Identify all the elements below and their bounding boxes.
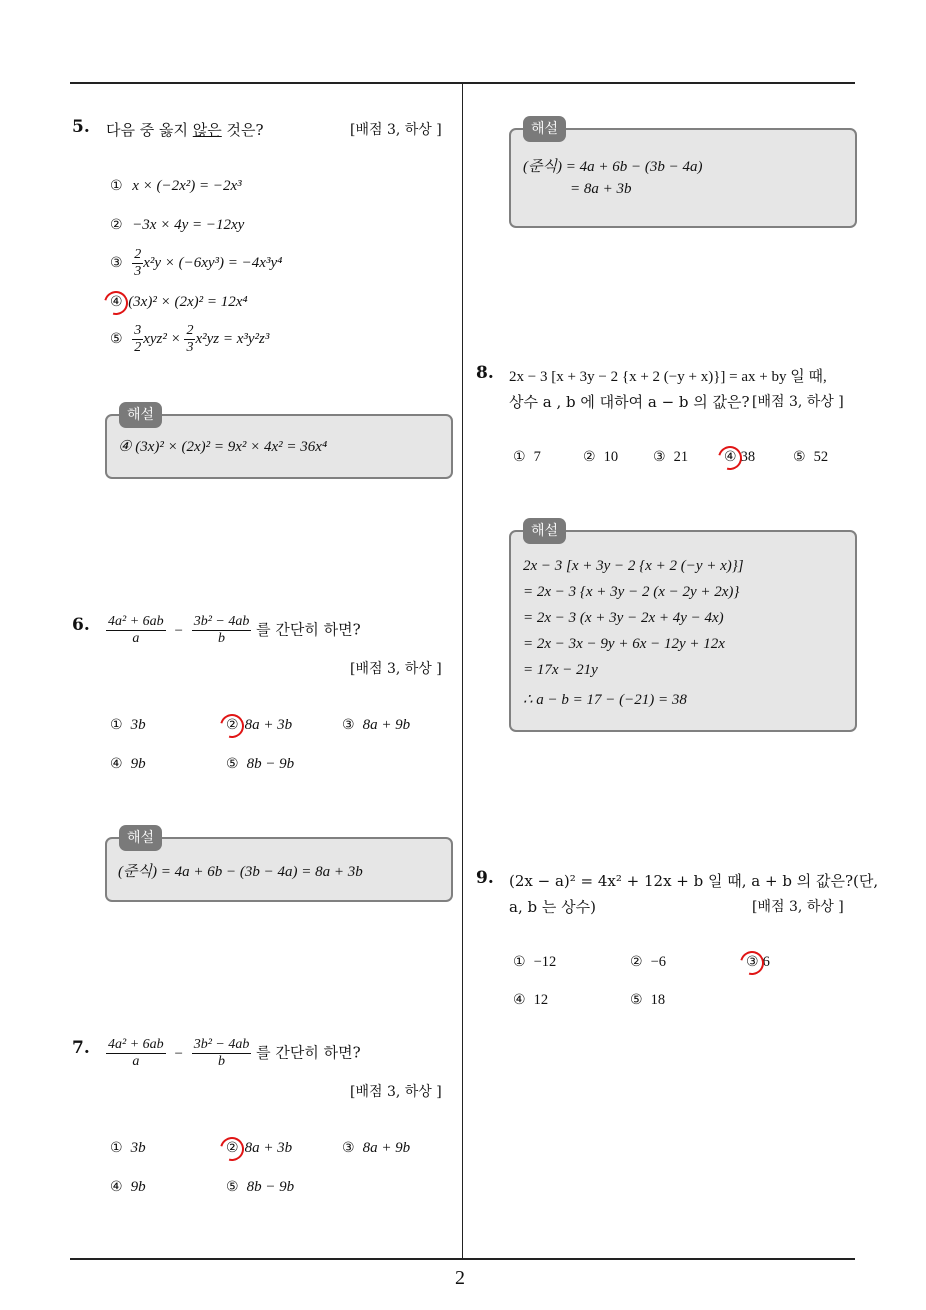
q6-option-4[interactable] bbox=[110, 756, 146, 773]
q8-solution-line-5: = 17x − 21y bbox=[523, 662, 598, 678]
q8-option-2[interactable] bbox=[583, 449, 618, 466]
q8-solution-line-1: 2x − 3 [x + 3y − 2 {x + 2 (−y + x)}] bbox=[523, 558, 744, 574]
q6-frac2-den: b bbox=[218, 631, 226, 647]
q9-option-4[interactable] bbox=[513, 992, 548, 1009]
q8-solution-line-4: = 2x − 3x − 9y + 6x − 12y + 12x bbox=[523, 636, 725, 652]
q7-frac2-num: 3b² − 4ab bbox=[192, 1037, 252, 1054]
q8-option-1-mark: ① bbox=[513, 449, 526, 465]
q5-number: 5. bbox=[72, 117, 90, 137]
q8-solution-line-2: = 2x − 3 {x + 3y − 2 (x − 2y + 2x)} bbox=[523, 584, 740, 600]
q6-option-1-expr: 3b bbox=[130, 717, 146, 733]
q5-option-1[interactable] bbox=[110, 178, 242, 195]
q9-option-4-mark: ④ bbox=[513, 992, 526, 1008]
q6-option-5[interactable] bbox=[226, 756, 294, 773]
q6-stem-text: 를 간단히 하면? bbox=[256, 620, 361, 639]
q8-line-1: 2x − 3 [x + 3y − 2 {x + 2 (−y + x)}] = ax + by 일 때, bbox=[509, 369, 827, 385]
q9-line-2: a, b 는 상수) bbox=[509, 898, 596, 916]
q9-line-1: (2x − a)² = 4x² + 12x + b 일 때, a + b 의 값은?(단, bbox=[509, 872, 879, 890]
q9-option-4-expr: 12 bbox=[533, 992, 549, 1008]
q6-option-5-expr: 8b − 9b bbox=[246, 756, 295, 772]
q8-option-2-mark: ② bbox=[583, 449, 596, 465]
q7-solution-box bbox=[509, 128, 857, 228]
q6-option-4-expr: 9b bbox=[130, 756, 146, 772]
q9-option-5[interactable] bbox=[630, 992, 665, 1009]
q5-option-3-frac-num: 2 bbox=[132, 247, 143, 264]
q6-option-4-mark: ④ bbox=[110, 756, 123, 772]
q5-stem-b: 것은? bbox=[221, 121, 264, 139]
q7-option-2-expr: 8a + 3b bbox=[244, 1140, 293, 1156]
q8-option-2-expr: 10 bbox=[603, 449, 619, 465]
q8-number: 8. bbox=[476, 363, 494, 383]
q8-option-5-expr: 52 bbox=[813, 449, 829, 465]
q5-option-3-frac-den: 3 bbox=[134, 264, 142, 280]
q8-option-5[interactable] bbox=[793, 449, 828, 466]
q5-option-3-mark: ③ bbox=[110, 254, 123, 271]
q5-option-4-mark: ④ bbox=[110, 294, 123, 310]
q8-option-4-expr: 38 bbox=[740, 449, 756, 465]
q7-option-3[interactable] bbox=[342, 1140, 410, 1157]
q7-minus: − bbox=[174, 1045, 183, 1062]
q7-option-5-expr: 8b − 9b bbox=[246, 1179, 295, 1195]
q5-answer-circle bbox=[100, 287, 133, 320]
q5-option-5-frac1 bbox=[132, 323, 143, 356]
q6-option-1-mark: ① bbox=[110, 717, 123, 733]
bottom-rule bbox=[70, 1258, 855, 1260]
q9-option-5-expr: 18 bbox=[650, 992, 666, 1008]
q9-option-3-expr: 6 bbox=[762, 954, 770, 970]
q6-option-2-expr: 8a + 3b bbox=[244, 717, 293, 733]
q5-option-5-frac1-num: 3 bbox=[132, 323, 143, 340]
q7-frac2 bbox=[192, 1037, 252, 1070]
q5-option-5[interactable] bbox=[110, 323, 269, 356]
q7-points: [배점 3, 하상 ] bbox=[350, 1084, 442, 1100]
q5-stem-underlined: 않은 bbox=[192, 121, 222, 139]
q6-frac1-den: a bbox=[132, 631, 140, 647]
q6-points: [배점 3, 하상 ] bbox=[350, 661, 442, 677]
q8-solution-line-3: = 2x − 3 (x + 3y − 2x + 4y − 4x) bbox=[523, 610, 724, 626]
q5-solution-text: ④ (3x)² × (2x)² = 9x² × 4x² = 36x⁴ bbox=[118, 439, 328, 455]
q9-option-2-expr: −6 bbox=[650, 954, 666, 970]
q7-frac1-num: 4a² + 6ab bbox=[106, 1037, 166, 1054]
q7-option-1[interactable] bbox=[110, 1140, 146, 1157]
q7-solution-tab: 해설 bbox=[523, 116, 566, 142]
q8-points: [배점 3, 하상 ] bbox=[752, 394, 844, 410]
q8-solution-line-6: ∴ a − b = 17 − (−21) = 38 bbox=[523, 692, 687, 708]
q5-option-5-mark: ⑤ bbox=[110, 330, 123, 347]
q6-option-3-expr: 8a + 9b bbox=[362, 717, 411, 733]
q8-line-2: 상수 a , b 에 대하여 a − b 의 값은? bbox=[509, 393, 750, 411]
q8-option-3[interactable] bbox=[653, 449, 688, 466]
q5-option-2-expr: −3x × 4y = −12xy bbox=[132, 217, 245, 233]
q8-option-4-mark: ④ bbox=[724, 449, 737, 465]
q5-option-5-expr-b: x²yz = x³y²z³ bbox=[195, 330, 270, 347]
q5-option-5-expr-a: xyz² × bbox=[143, 330, 185, 347]
q6-option-1[interactable] bbox=[110, 717, 146, 734]
q7-answer-circle bbox=[216, 1133, 249, 1166]
q6-option-3-mark: ③ bbox=[342, 717, 355, 733]
q7-option-1-expr: 3b bbox=[130, 1140, 146, 1156]
q7-solution-line-2: = 8a + 3b bbox=[570, 181, 632, 197]
q9-option-5-mark: ⑤ bbox=[630, 992, 643, 1008]
q6-option-2-mark: ② bbox=[226, 717, 239, 733]
q7-option-1-mark: ① bbox=[110, 1140, 123, 1156]
q5-option-2[interactable] bbox=[110, 217, 244, 234]
q6-frac2-num: 3b² − 4ab bbox=[192, 614, 252, 631]
q7-option-3-expr: 8a + 9b bbox=[362, 1140, 411, 1156]
q8-solution-tab: 해설 bbox=[523, 518, 566, 544]
q9-number: 9. bbox=[476, 868, 494, 888]
q7-frac1-den: a bbox=[132, 1054, 140, 1070]
q6-solution-text: (준식) = 4a + 6b − (3b − 4a) = 8a + 3b bbox=[118, 864, 363, 880]
q7-frac1 bbox=[106, 1037, 166, 1070]
q7-stem bbox=[106, 1037, 361, 1070]
q5-solution-tab: 해설 bbox=[119, 402, 162, 428]
q5-option-3-expr: x²y × (−6xy³) = −4x³y⁴ bbox=[143, 254, 283, 271]
q8-option-3-expr: 21 bbox=[673, 449, 689, 465]
q5-option-4-expr: (3x)² × (2x)² = 12x⁴ bbox=[128, 294, 248, 310]
q5-option-1-mark: ① bbox=[110, 178, 123, 194]
q6-stem bbox=[106, 614, 361, 647]
q7-option-4-expr: 9b bbox=[130, 1179, 146, 1195]
q6-frac1 bbox=[106, 614, 166, 647]
q7-option-2-mark: ② bbox=[226, 1140, 239, 1156]
q9-answer-circle bbox=[736, 947, 769, 980]
column-divider bbox=[462, 84, 463, 1259]
q7-stem-text: 를 간단히 하면? bbox=[256, 1043, 361, 1062]
q8-option-3-mark: ③ bbox=[653, 449, 666, 465]
q6-frac1-num: 4a² + 6ab bbox=[106, 614, 166, 631]
q6-option-3[interactable] bbox=[342, 717, 410, 734]
q9-option-2[interactable] bbox=[630, 954, 666, 971]
q6-number: 6. bbox=[72, 615, 90, 635]
q5-option-3[interactable] bbox=[110, 247, 282, 280]
q8-option-1-expr: 7 bbox=[533, 449, 541, 465]
q6-minus: − bbox=[174, 622, 183, 639]
q9-option-1-mark: ① bbox=[513, 954, 526, 970]
q5-option-1-expr: x × (−2x²) = −2x³ bbox=[132, 178, 242, 194]
q9-option-1[interactable] bbox=[513, 954, 556, 971]
q5-stem bbox=[106, 119, 264, 140]
q7-number: 7. bbox=[72, 1038, 90, 1058]
q8-answer-circle bbox=[714, 442, 747, 475]
q5-stem-a: 다음 중 옳지 bbox=[106, 121, 193, 139]
q8-option-1[interactable] bbox=[513, 449, 541, 466]
q7-option-4-mark: ④ bbox=[110, 1179, 123, 1195]
q6-frac2 bbox=[192, 614, 252, 647]
q5-option-4[interactable] bbox=[110, 294, 248, 311]
q5-option-5-frac1-den: 2 bbox=[134, 340, 142, 356]
q6-solution-tab: 해설 bbox=[119, 825, 162, 851]
page-number: 2 bbox=[455, 1267, 465, 1289]
q7-option-5-mark: ⑤ bbox=[226, 1179, 239, 1195]
q5-option-5-frac2-den: 3 bbox=[186, 340, 194, 356]
q9-option-2-mark: ② bbox=[630, 954, 643, 970]
q9-points: [배점 3, 하상 ] bbox=[752, 899, 844, 915]
q7-option-3-mark: ③ bbox=[342, 1140, 355, 1156]
q7-solution-line-1: (준식) = 4a + 6b − (3b − 4a) bbox=[523, 159, 703, 175]
q5-option-2-mark: ② bbox=[110, 217, 123, 233]
q7-option-5[interactable] bbox=[226, 1179, 294, 1196]
q5-points: [배점 3, 하상 ] bbox=[350, 122, 442, 138]
q8-option-5-mark: ⑤ bbox=[793, 449, 806, 465]
q9-option-1-expr: −12 bbox=[533, 954, 557, 970]
q6-answer-circle bbox=[216, 710, 249, 743]
q5-option-3-frac bbox=[132, 247, 143, 280]
q9-option-3-mark: ③ bbox=[746, 954, 759, 970]
q7-frac2-den: b bbox=[218, 1054, 226, 1070]
q7-option-4[interactable] bbox=[110, 1179, 146, 1196]
q6-option-5-mark: ⑤ bbox=[226, 756, 239, 772]
q5-option-5-frac2 bbox=[184, 323, 195, 356]
q5-option-5-frac2-num: 2 bbox=[184, 323, 195, 340]
